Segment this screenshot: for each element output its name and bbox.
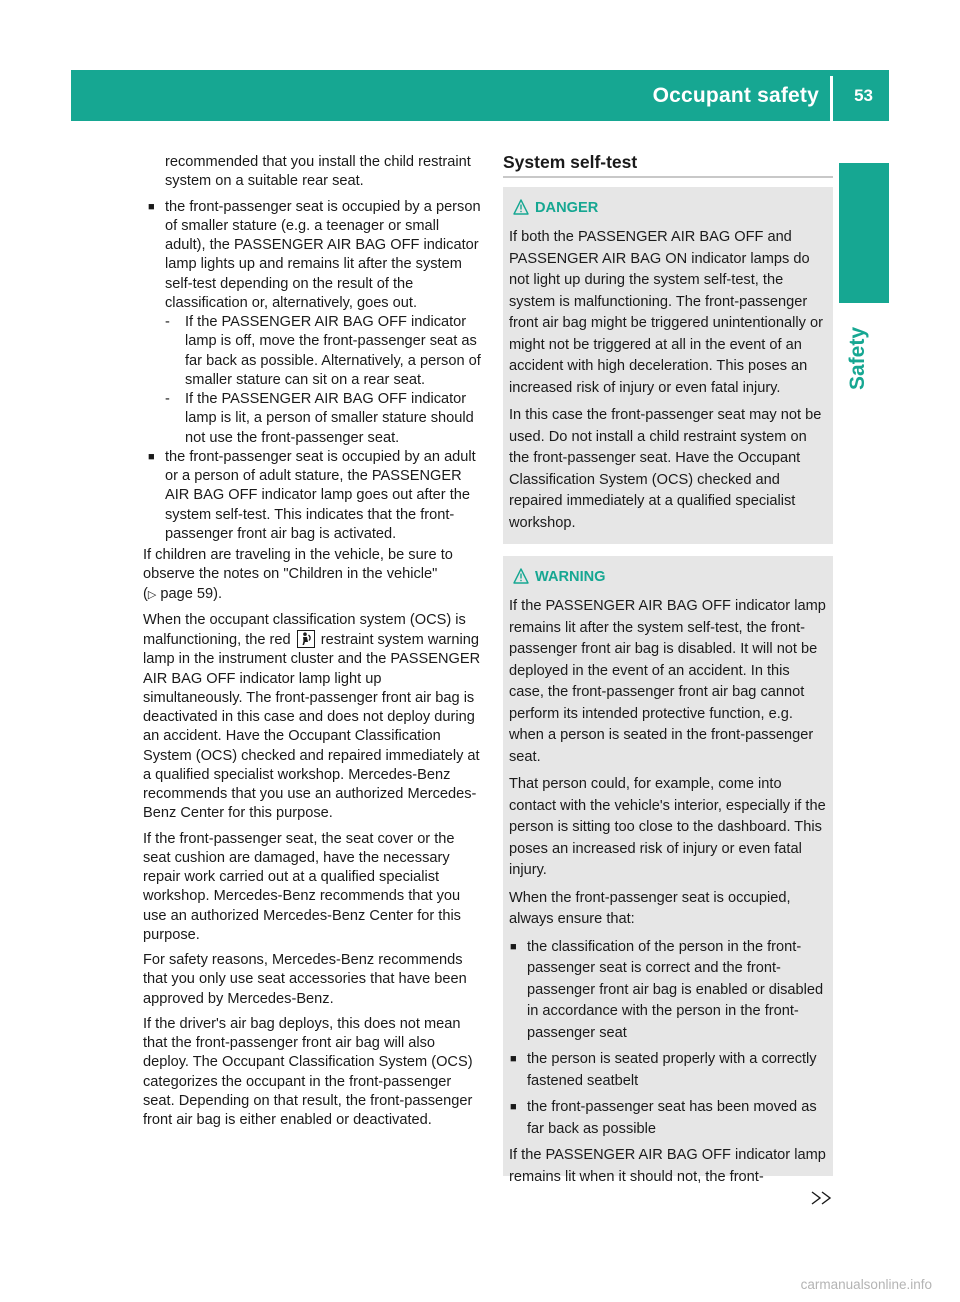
left-column [143, 153, 481, 1136]
intro-continuation: recommended that you install the child restraint system on a suitable rear seat. [165, 154, 471, 190]
warning-paragraph: That person could, for example, come into contact with the vehicle's interior, especially if the person is sitting too close to the dashboard. This poses an increased risk of injury or even fatal injury. [509, 776, 826, 878]
heading-divider [503, 176, 833, 178]
chapter-title: Occupant safety [652, 84, 819, 107]
section-heading: System self-test [503, 152, 638, 172]
bullet-text: the front-passenger seat is occupied by an adult or a person of adult stature, the PASSENGER AIR BAG OFF indicator lamp goes out after the system self-test. This indicates that the front-passenger front air bag is activated. [165, 448, 476, 542]
warning-paragraph: If the PASSENGER AIR BAG OFF indicator lamp remains lit when it should not, the front- [509, 1147, 826, 1185]
warning-paragraph: If the PASSENGER AIR BAG OFF indicator lamp remains lit after the system self-test, the front-passenger front air bag is disabled. It will not be deployed in the event of an accident. In this case, the front-passenger front air bag cannot perform its intended protective function, e.g. when a person is seated in the front-passenger seat. [509, 598, 826, 765]
sub-item-text: If the PASSENGER AIR BAG OFF indicator lamp is lit, a person of smaller stature should not use the front-passenger seat. [185, 391, 474, 446]
warning-box [503, 556, 833, 1185]
list-item: ■ the person is seated properly with a correctly fastened seatbelt [510, 1051, 817, 1089]
accessories-paragraph: For safety reasons, Mercedes-Benz recommends that you only use seat accessories that have been approved by Mercedes-Benz. [143, 952, 467, 1007]
bullet-icon: ■ [510, 940, 517, 953]
triangle-right-icon: ▷ [147, 588, 157, 601]
danger-paragraph: In this case the front-passenger seat may not be used. Do not install a child restraint system on the front-passenger seat. Have the Occupant Classification System (OCS) checked and repaired immediately at a qualified specialist workshop. [509, 407, 822, 531]
bullet-icon: ■ [510, 1101, 517, 1113]
sub-list-item [143, 390, 481, 448]
watermark: carmanualsonline.info [800, 1277, 932, 1292]
header-bar [71, 70, 889, 121]
driver-airbag-paragraph: If the driver's air bag deploys, this does not mean that the front-passenger front air bag will also deploy. The Occupant Classification System (OCS) categorizes the occupant in the front-passenger seat. Depending on that result, the front-passenger front air bag is either enabled or deactivated. [143, 1015, 473, 1128]
dash-icon: - [165, 391, 170, 407]
list-item: ■ the front-passenger seat has been moved as far back as possible [510, 1099, 817, 1137]
warning-triangle-icon [513, 199, 529, 215]
double-arrow-right-icon [810, 1191, 834, 1205]
header-divider [830, 76, 833, 121]
children-paragraph: If children are traveling in the vehicle, be sure to observe the notes on "Children in the vehicle" (▷ page 59). [143, 547, 453, 602]
bullet-text: the front-passenger seat is occupied by a person of smaller stature (e.g. a teenager or small adult), the PASSENGER AIR BAG OFF indicator lamp lights up and remains lit after the system self-test depending on the result of the classification or, alternatively, goes out. [165, 198, 481, 311]
sub-item-text: If the PASSENGER AIR BAG OFF indicator lamp is off, move the front-passenger seat as far back as possible. Alternatively, a person of smaller stature can sit on a rear seat. [185, 314, 481, 388]
warning-paragraph: When the front-passenger seat is occupied, always ensure that: [509, 889, 791, 927]
page-reference-link[interactable]: page 59 [160, 585, 214, 602]
warning-label: WARNING [535, 569, 606, 585]
list-item [143, 198, 481, 314]
warning-triangle-icon [513, 568, 529, 584]
bullet-icon: ■ [148, 200, 155, 213]
malfunction-paragraph: When the occupant classification system (OCS) is malfunctioning, the red restraint system warning lamp in the instrument cluster and the PASSENGER AIR BAG OFF indicator lamp light up simultaneously. The front-passenger front air bag is deactivated in this case and does not deploy during an accident. Have the Occupant Classification System (OCS) checked and repaired immediately at a qualified specialist workshop. Mercedes-Benz recommends that you use an authorized Mercedes-Benz Center for this purpose. [143, 611, 481, 822]
damaged-seat-paragraph: If the front-passenger seat, the seat cover or the seat cushion are damaged, have the necessary repair work carried out at a qualified specialist workshop. Mercedes-Benz recommends that you use an authorized Mercedes-Benz Center for this purpose. [143, 830, 461, 943]
bullet-icon: ■ [148, 450, 155, 463]
sub-list-item [143, 313, 481, 390]
restraint-system-icon [297, 630, 315, 648]
dash-icon: - [165, 314, 170, 330]
list-item [143, 448, 481, 544]
section-tab [839, 163, 889, 303]
section-label: Safety [846, 326, 869, 390]
danger-paragraph: If both the PASSENGER AIR BAG OFF and PASSENGER AIR BAG ON indicator lamps do not light up during the system self-test, the system is malfunctioning. The front-passenger front air bag might be triggered unintentionally or might not be triggered at all in the event of an accident with high deceleration. This poses an increased risk of injury or even fatal injury. [509, 229, 823, 396]
danger-heading [509, 199, 827, 217]
danger-label: DANGER [535, 200, 599, 216]
page-number: 53 [854, 86, 873, 105]
bullet-icon: ■ [510, 1053, 517, 1065]
danger-box [503, 187, 833, 544]
warning-heading [509, 568, 827, 586]
list-item: ■ the classification of the person in the front-passenger seat is correct and the front-passenger front air bag is enabled or disabled in accordance with the person in the front-passenger seat [510, 938, 824, 1041]
